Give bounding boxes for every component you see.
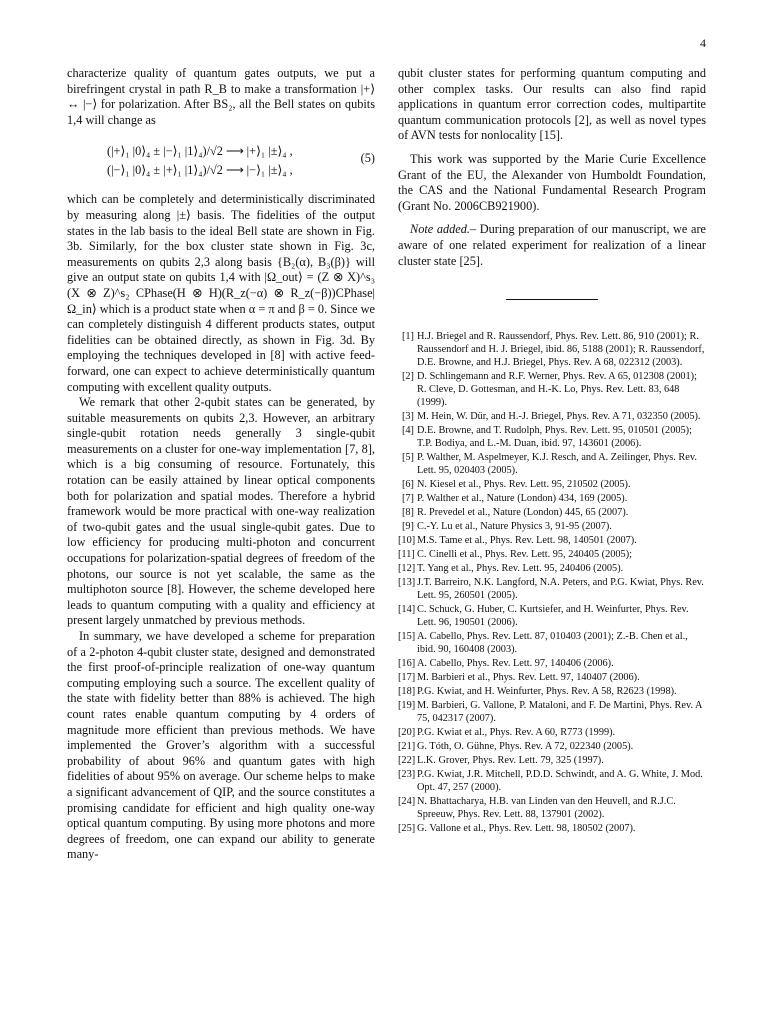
reference-number: [24] <box>398 796 416 808</box>
reference-text: P.G. Kwiat, J.R. Mitchell, P.D.D. Schwindt, and A. G. White, J. Mod. Opt. 47, 257 (2000). <box>417 769 703 794</box>
reference-item <box>398 410 706 423</box>
reference-item <box>398 685 706 698</box>
reference-number: [22] <box>398 755 416 767</box>
note-added-text: – During preparation of our manuscript, we are aware of one related experiment for realization of a linear cluster state [25]. <box>398 222 706 268</box>
reference-number: [2] <box>401 371 414 383</box>
reference-item <box>398 534 706 547</box>
body-paragraph-continued: qubit cluster states for performing quantum computing and other complex tasks. Our results can also find rapid applications in quantum error correction codes, multipartite quantum communication protocols [2], as well as novel types of AVN tests for nonlocality [15]. <box>398 66 706 143</box>
reference-number: [19] <box>398 700 416 712</box>
reference-text: G. Vallone et al., Phys. Rev. Lett. 98, 180502 (2007). <box>417 823 636 835</box>
reference-item <box>398 478 706 491</box>
reference-list <box>398 330 706 835</box>
page-number: 4 <box>700 36 706 50</box>
reference-text: H.J. Briegel and R. Raussendorf, Phys. Rev. Lett. 86, 910 (2001); R. Raussendorf and H. J. Briegel, ibid. 86, 5188 (2001); R. Raussendorf, D.E. Browne, and H.J. Briegel, Phys. Rev. A 68, 022312 (2003). <box>417 331 705 369</box>
reference-text: R. Prevedel et al., Nature (London) 445, 65 (2007). <box>417 507 629 519</box>
reference-item <box>398 740 706 753</box>
body-paragraph-measurement: which can be completely and deterministically discriminated by measuring along |±⟩ basis. The fidelities of the output states in the lab basis to the ideal Bell state are shown in Fig. 3b. Similarly, for the box cluster state shown in Fig. 3c, measurements on qubits 2,3 along basis {B₂(α), B₃(β)} will give an output state on qubits 1,4 with |Ω_out⟩ = (Z ⊗ X)^s₃ (X ⊗ Z)^s₂ CPhase(H ⊗ H)(R_z(−α) ⊗ R_z(−β))CPhase|Ω_in⟩ which is a product state when α = π and β = 0. Since we can completely distinguish 4 different products states, output fidelities can be obtained directly, as shown in Fig. 3d. By employing the techniques developed in [8] with active feed-forward, one can expect to achieve deterministically quantum computing with excellent quality outputs. <box>67 192 375 394</box>
reference-text: T. Yang et al., Phys. Rev. Lett. 95, 240406 (2005). <box>417 563 624 575</box>
note-added-label: Note added. <box>410 222 470 237</box>
reference-number: [11] <box>398 549 415 561</box>
reference-number: [9] <box>401 521 414 533</box>
reference-number: [12] <box>398 563 416 575</box>
reference-text: A. Cabello, Phys. Rev. Lett. 97, 140406 (2006). <box>417 658 614 670</box>
reference-number: [23] <box>398 769 416 781</box>
reference-number: [4] <box>401 425 414 437</box>
reference-text: M.S. Tame et al., Phys. Rev. Lett. 98, 140501 (2007). <box>417 535 637 547</box>
reference-item <box>398 603 706 629</box>
reference-text: C. Schuck, G. Huber, C. Kurtsiefer, and H. Weinfurter, Phys. Rev. Lett. 96, 190501 (2006). <box>417 604 689 629</box>
reference-item <box>398 576 706 602</box>
reference-item <box>398 330 706 369</box>
reference-text: J.T. Barreiro, N.K. Langford, N.A. Peters, and P.G. Kwiat, Phys. Rev. Lett. 95, 260501 (2005). <box>417 577 704 602</box>
reference-item <box>398 699 706 725</box>
reference-item <box>398 822 706 835</box>
body-paragraph-summary: In summary, we have developed a scheme for preparation of a 2-photon 4-qubit cluster state, designed and demonstrated the first proof-of-principle realization of one-way quantum computing employing such a source. The excellent quality of the state with fidelity better than 88% is achieved. The high count rates enable quantum computing by 4 orders of magnitude more efficient than previous methods. We have implemented the Grover’s algorithm with a successful probability of about 96% and quantum gates with high fidelities of about 95% on average. Our scheme helps to make a significant advancement of QIP, and the source constitutes a promising candidate for efficient and high quality one-way optical quantum computing. By using more photons and more degrees of freedom, one can expand our ability to generate many- <box>67 629 375 862</box>
reference-item <box>398 548 706 561</box>
reference-number: [17] <box>398 672 416 684</box>
reference-number: [5] <box>401 452 414 464</box>
right-column <box>398 66 706 836</box>
reference-item <box>398 726 706 739</box>
reference-text: A. Cabello, Phys. Rev. Lett. 87, 010403 (2001); Z.-B. Chen et al., ibid. 90, 160408 (2003). <box>417 631 688 656</box>
equation-line-1: (|+⟩₁ |0⟩₄ ± |−⟩₁ |1⟩₄)/√2 ⟶ |+⟩₁ |±⟩₄ , <box>107 144 293 159</box>
reference-number: [14] <box>398 604 416 616</box>
left-column <box>67 66 375 863</box>
reference-number: [3] <box>401 411 414 423</box>
reference-number: [18] <box>398 686 416 698</box>
equation-line-2: (|−⟩₁ |0⟩₄ ± |+⟩₁ |1⟩₄)/√2 ⟶ |−⟩₁ |±⟩₄ , <box>107 163 293 178</box>
reference-text: L.K. Grover, Phys. Rev. Lett. 79, 325 (1997). <box>417 755 604 767</box>
reference-number: [1] <box>401 331 414 343</box>
reference-text: P.G. Kwiat et al., Phys. Rev. A 60, R773 (1999). <box>417 727 616 739</box>
reference-text: P. Walther et al., Nature (London) 434, 169 (2005). <box>417 493 628 505</box>
equation-number: (5) <box>360 151 375 166</box>
intro-paragraph: characterize quality of quantum gates outputs, we put a birefringent crystal in path R_B to make a transformation |+⟩ ↔ |−⟩ for polarization. After BS₂, all the Bell states on qubits 1,4 will change as <box>67 66 375 127</box>
reference-item <box>398 630 706 656</box>
reference-item <box>398 424 706 450</box>
reference-item <box>398 451 706 477</box>
reference-item <box>398 768 706 794</box>
reference-item <box>398 795 706 821</box>
body-paragraph-remark: We remark that other 2-qubit states can be generated, by suitable measurements on qubits 2,3. However, an arbitrary single-qubit rotation needs generally 3 single-qubit measurements on a cluster for one-way implementation [7, 8], which is a big consuming of resource. Fortunately, this rotation can be easily attained by linear optical components both for polarization and spatial modes. Therefore a hybrid framework would be more practical with one-way realization of two-qubit gates and the usual single-qubit gates. Due to low efficiency for producing multi-photon and concurrent occupations for polarization-spatial degrees of freedom of the photons, our source is not yet scalable, the same as the multiphoton source [8]. However, the scheme developed here leads to quantum computing with a quality and efficiency at present largely unmatched by previous methods. <box>67 395 375 628</box>
reference-number: [13] <box>398 577 416 589</box>
reference-text: C. Cinelli et al., Phys. Rev. Lett. 95, 240405 (2005); <box>417 549 632 561</box>
reference-number: [7] <box>401 493 414 505</box>
reference-text: D. Schlingemann and R.F. Werner, Phys. Rev. A 65, 012308 (2001); R. Cleve, D. Gottesman, and H.-K. Lo, Phys. Rev. Lett. 83, 648 (1999). <box>417 371 697 409</box>
reference-item <box>398 657 706 670</box>
reference-text: D.E. Browne, and T. Rudolph, Phys. Rev. Lett. 95, 010501 (2005); T.P. Bodiya, and L.-M. Duan, ibid. 97, 143601 (2006). <box>417 425 692 450</box>
reference-text: P. Walther, M. Aspelmeyer, K.J. Resch, and A. Zeilinger, Phys. Rev. Lett. 95, 020403 (2005). <box>417 452 697 477</box>
note-added-paragraph <box>398 222 706 269</box>
reference-text: P.G. Kwiat, and H. Weinfurter, Phys. Rev. A 58, R2623 (1998). <box>417 686 677 698</box>
reference-text: G. Tóth, O. Gühne, Phys. Rev. A 72, 022340 (2005). <box>417 741 634 753</box>
reference-number: [10] <box>398 535 416 547</box>
reference-item <box>398 370 706 409</box>
reference-item <box>398 506 706 519</box>
reference-number: [6] <box>401 479 414 491</box>
reference-number: [20] <box>398 727 416 739</box>
reference-text: C.-Y. Lu et al., Nature Physics 3, 91-95 (2007). <box>417 521 612 533</box>
reference-number: [15] <box>398 631 416 643</box>
reference-item <box>398 671 706 684</box>
acknowledgement-paragraph: This work was supported by the Marie Curie Excellence Grant of the EU, the Alexander von Humboldt Foundation, the CAS and the National Fundamental Research Program (Grant No. 2006CB921900). <box>398 151 706 213</box>
reference-item <box>398 754 706 767</box>
reference-number: [21] <box>398 741 416 753</box>
reference-text: M. Hein, W. Dür, and H.-J. Briegel, Phys. Rev. A 71, 032350 (2005). <box>417 411 701 423</box>
reference-text: N. Kiesel et al., Phys. Rev. Lett. 95, 210502 (2005). <box>417 479 631 491</box>
reference-item <box>398 562 706 575</box>
reference-item <box>398 492 706 505</box>
reference-number: [25] <box>398 823 416 835</box>
section-divider <box>506 299 598 300</box>
reference-number: [16] <box>398 658 416 670</box>
reference-text: M. Barbieri, G. Vallone, P. Mataloni, and F. De Martini, Phys. Rev. A 75, 042317 (2007). <box>417 700 702 725</box>
reference-text: N. Bhattacharya, H.B. van Linden van den Heuvell, and R.J.C. Spreeuw, Phys. Rev. Lett. 88, 137901 (2002). <box>417 796 676 821</box>
reference-text: M. Barbieri et al., Phys. Rev. Lett. 97, 140407 (2006). <box>417 672 640 684</box>
equation-5 <box>67 142 375 180</box>
reference-item <box>398 520 706 533</box>
reference-number: [8] <box>401 507 414 519</box>
